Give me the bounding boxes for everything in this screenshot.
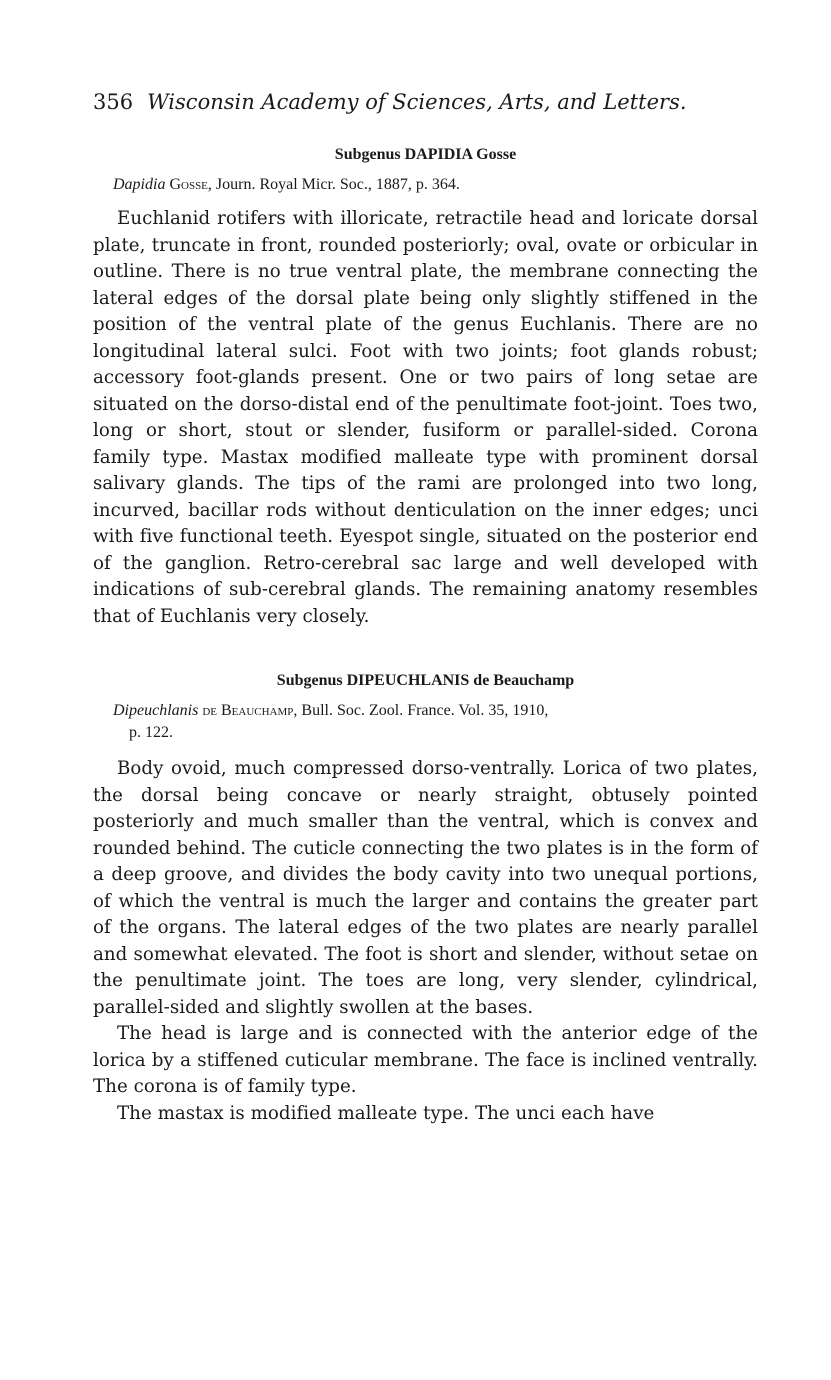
citation-genus: Dipeuchlanis	[113, 702, 199, 719]
citation-author: Gosse	[169, 176, 208, 193]
dipeuchlanis-citation	[113, 700, 758, 744]
dapidia-citation	[113, 174, 758, 196]
page-number: 356	[93, 90, 134, 114]
citation-reference: , Bull. Soc. Zool. France. Vol. 35, 1910,	[293, 702, 549, 719]
page	[93, 86, 758, 1127]
dipeuchlanis-description-body: Body ovoid, much compressed dorso-ventrally. Lorica of two plates, the dorsal being concave or nearly straight, obtusely pointed posteriorly and much smaller than the ventral, which is convex and rounded behind. The cuticle connecting the two plates is in the form of a deep groove, and divides the body cavity into two unequal portions, of which the ventral is much the larger and contains the greater part of the organs. The lateral edges of the two plates are nearly parallel and somewhat elevated. The foot is short and slender, without setae on the penultimate joint. The toes are long, very slender, cylindrical, parallel-sided and slightly swollen at the bases.	[93, 758, 758, 1018]
citation-genus: Dapidia	[113, 176, 166, 193]
citation-page: p. 122.	[129, 724, 173, 741]
citation-author: de Beauchamp	[202, 702, 294, 719]
dapidia-description: Euchlanid rotifers with illoricate, retractile head and loricate dorsal plate, truncate in front, rounded posteriorly; oval, ovate or orbicular in outline. There is no true ventral plate, the membrane connecting the lateral edges of the dorsal plate being only slightly stiffened in the position of the ventral plate of the genus Euchlanis. There are no longitudinal lateral sulci. Foot with two joints; foot glands robust; accessory foot-glands present. One or two pairs of long setae are situated on the dorso-distal end of the penultimate foot-joint. Toes two, long or short, stout or slender, fusiform or parallel-sided. Corona family type. Mastax modified malleate type with prominent dorsal salivary glands. The tips of the rami are prolonged into two long, incurved, bacillar rods without denticulation on the inner edges; unci with five functional teeth. Eyespot single, situated on the posterior end of the ganglion. Retro-cerebral sac large and well developed with indications of sub-cerebral glands. The remaining anatomy resembles that of Euchlanis very closely.	[93, 208, 758, 627]
running-head	[93, 86, 758, 118]
citation-reference: , Journ. Royal Micr. Soc., 1887, p. 364.	[207, 176, 460, 193]
journal-title: Wisconsin Academy of Sciences, Arts, and Letters.	[147, 90, 687, 114]
dipeuchlanis-description-head: The head is large and is connected with the anterior edge of the lorica by a stiffened cuticular membrane. The face is inclined ventrally. The corona is of family type.	[93, 1023, 758, 1097]
dipeuchlanis-description-mastax: The mastax is modified malleate type. The unci each have	[117, 1102, 655, 1124]
subgenus-dipeuchlanis-heading: Subgenus DIPEUCHLANIS de Beauchamp	[276, 672, 575, 689]
subgenus-dapidia-heading: Subgenus DAPIDIA Gosse	[334, 146, 517, 163]
